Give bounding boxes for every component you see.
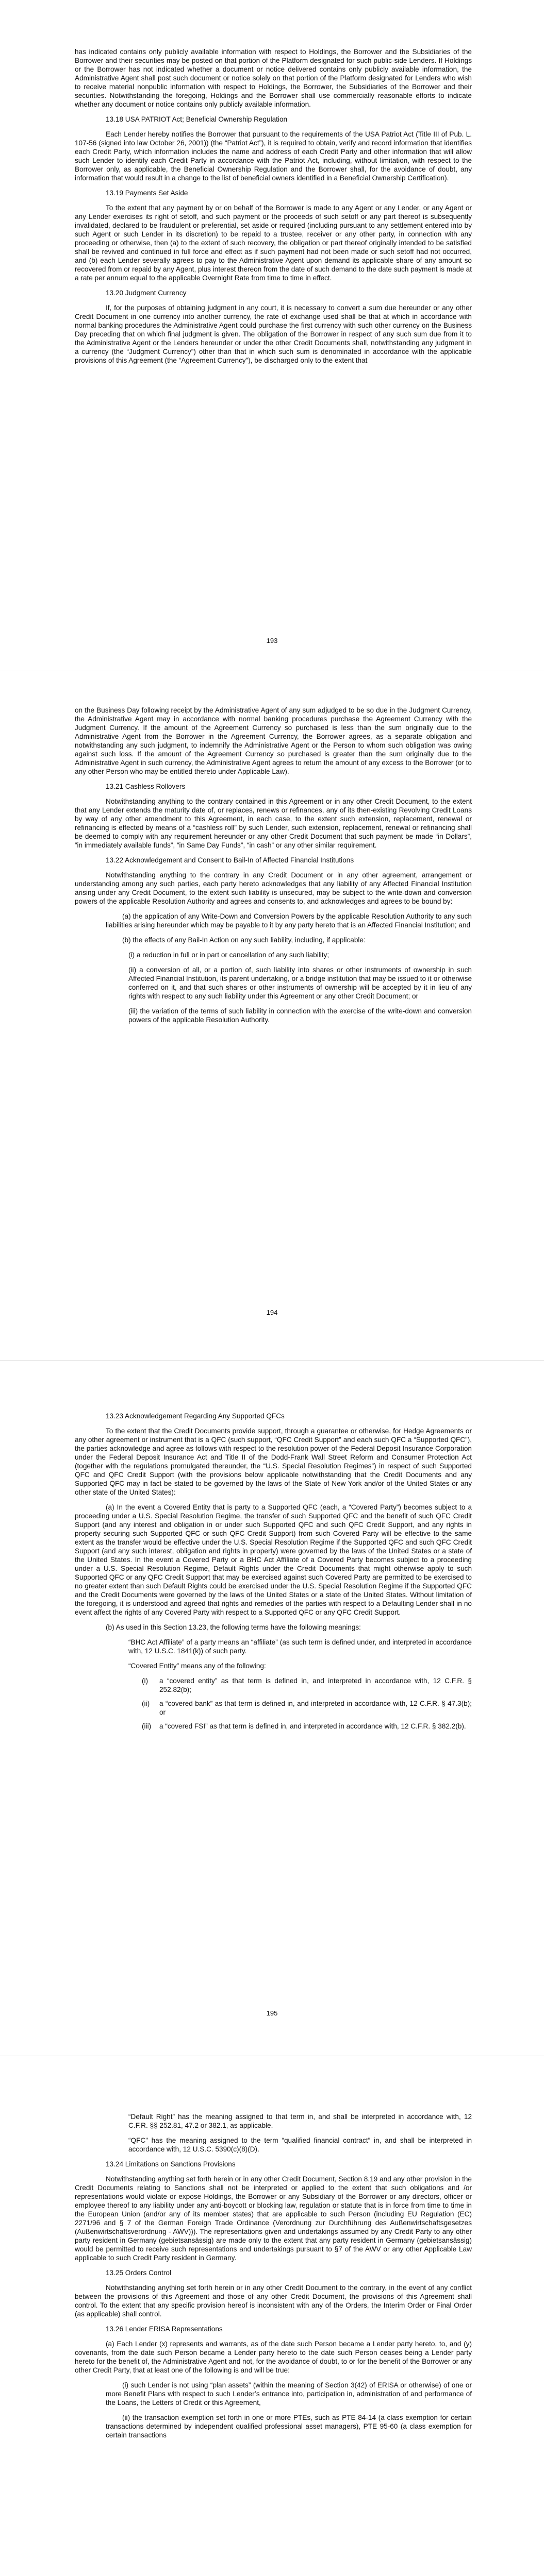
list-text: a “covered FSI” as that term is defined in, and interpreted in accordance with, 12 C.F.R. § 382.2(b). bbox=[159, 1722, 466, 1730]
section-heading-13-23: 13.23 Acknowledgement Regarding Any Supported QFCs bbox=[106, 1412, 285, 1420]
paragraph: Notwithstanding anything set forth herein or in any other Credit Document to the contrary, in the event of any conflict between the provisions of this Agreement and those of any other Credit Document, the provisions of this Agreement shall control. To the extent that any specific provision hereof is inconsistent with any of the Orders, the Interim Order or Final Order (as applicable) shall control. bbox=[75, 2284, 472, 2318]
list-text: a “covered bank” as that term is defined in, and interpreted in accordance with, 12 C.F.R. § 47.3(b); or bbox=[159, 1700, 472, 1716]
clause-b-ii: (ii) a conversion of all, or a portion of, such liability into shares or other instruments of ownership in such Affected Financial Institution, its parent undertaking, or a bridge institution that may be issued to it or otherwise conferred on it, and that such shares or other instruments of ownership will be accepted by it in lieu of any rights with respect to any such liability under this Agreement or any other Credit Document; or bbox=[128, 966, 472, 1000]
clause-b-iii: (iii) the variation of the terms of such liability in connection with the exercise of the write-down and conversion powers of the applicable Resolution Authority. bbox=[128, 1007, 472, 1024]
paragraph: Notwithstanding anything set forth herein or in any other Credit Document, Section 8.19 and any other provision in the Credit Documents relating to Sanctions shall not be interpreted or applied to the extent that such obligations and /or representations would violate or expose Holdings, the Borrower or any Subsidiary of the Borrower or any directors, officer or employee thereof to any liability under any anti-boycott or blocking law, regulation or statute that is in force from time to time in the European Union (and/or any of its member states) that are applicable to such Person (including EU Regulation (EC) 2271/96 and § 7 of the German Foreign Trade Ordinance (Verordnung zur Durchführung des Außenwirtschaftsgesetzes (Außenwirtschaftsverordnung - AWV))). The representations given and undertakings assumed by any Credit Party to any other party resident in Germany (gebietsansässig) are made only to the extent that any party resident in Germany (gebietsansässig) would be permitted to receive such representations and undertakings pursuant to §7 of the AWV or any other Applicable Law applicable to such Credit Party resident in Germany. bbox=[75, 2175, 472, 2262]
paragraph: on the Business Day following receipt by the Administrative Agent of any sum adjudged to be so due in the Judgment Currency, the Administrative Agent may in accordance with normal banking procedures purchase the Agreement Currency with the Judgment Currency. If the amount of the Agreement Currency so purchased is less than the sum originally due to the Administrative Agent from the Borrower in the Agreement Currency, the Borrower agrees, as a separate obligation and notwithstanding any such judgment, to indemnify the Administrative Agent or the Person to whom such obligation was owing against such loss. If the amount of the Agreement Currency so purchased is greater than the sum originally due to the Administrative Agent in such currency, the Administrative Agent agrees to return the amount of any excess to the Borrower (or to any other Person who may be entitled thereto under Applicable Law). bbox=[75, 706, 472, 775]
clause-a: (a) In the event a Covered Entity that is party to a Supported QFC (each, a “Covered Party”) becomes subject to a proceeding under a U.S. Special Resolution Regime, the transfer of such Supported QFC and the benefit of such QFC Credit Support (and any interest and obligation in or under such Supported QFC and such QFC Credit Support, and any rights in property securing such Supported QFC or such QFC Credit Support) from such Covered Party will be effective to the same extent as the transfer would be effective under the U.S. Special Resolution Regime if the Supported QFC and such QFC Credit Support (and any such interest, obligation and rights in property) were governed by the laws of the United States or a state of the United States. In the event a Covered Party or a BHC Act Affiliate of a Covered Party becomes subject to a proceeding under a U.S. Special Resolution Regime, Default Rights under the Credit Documents that might otherwise apply to such Supported QFC or any QFC Credit Support that may be exercised against such Covered Party are permitted to be exercised to no greater extent than such Default Rights could be exercised under the U.S. Special Resolution Regime if the Supported QFC and the Credit Documents were governed by the laws of the United States or a state of the United States. Without limitation of the foregoing, it is understood and agreed that rights and remedies of the parties with respect to a Defaulting Lender shall in no event affect the rights of any Covered Party with respect to a Supported QFC or any QFC Credit Support. bbox=[75, 1503, 472, 1616]
page-number: 195 bbox=[266, 2009, 278, 2017]
clause-a-i: (i) such Lender is not using “plan assets” (within the meaning of Section 3(42) of ERISA or otherwise) of one or more Benefit Plans with respect to such Lender’s entrance into, participation in, administration of and performance of the Loans, the Letters of Credit or this Agreement, bbox=[106, 2381, 472, 2406]
page-body bbox=[75, 2112, 472, 2446]
definition-qfc: “QFC” has the meaning assigned to the term “qualified financial contract” in, and shall be interpreted in accordance with, 12 U.S.C. 5390(c)(8)(D). bbox=[128, 2137, 472, 2153]
section-heading-13-26: 13.26 Lender ERISA Representations bbox=[106, 2325, 223, 2333]
list-item bbox=[75, 1699, 472, 1717]
paragraph: Each Lender hereby notifies the Borrower that pursuant to the requirements of the USA Patriot Act (Title III of Pub. L. 107-56 (signed into law October 26, 2001)) (the “Patriot Act”), it is required to obtain, verify and record information that identifies each Credit Party, which information includes the name and address of each Credit Party and other information that will allow such Lender to identify each Credit Party in accordance with the Patriot Act, including, without limitation, with respect to the Borrower only, as applicable, the Beneficial Ownership Regulation and the Borrower shall, for the avoidance of doubt, any information that would result in a change to the list of beneficial owners identified in a Beneficial Ownership Certification). bbox=[75, 130, 472, 182]
definition-bhc-act-affiliate: “BHC Act Affiliate” of a party means an “affiliate” (as such term is defined under, and interpreted in accordance with, 12 U.S.C. 1841(k)) of such party. bbox=[128, 1638, 472, 1655]
paragraph: Notwithstanding anything to the contrary contained in this Agreement or in any other Credit Document, to the extent that any Lender extends the maturity date of, or replaces, renews or refinances, any of its then-existing Revolving Credit Loans by way of any other amendment to this Agreement, in each case, to the extent such extension, replacement, renewal or refinancing is effected by means of a “cashless roll” by such Lender, such extension, replacement, renewal or refinancing shall be deemed to comply with any requirement hereunder or any other Credit Document that such payment be made “in Dollars”, “in immediately available funds”, “in Same Day Funds”, “in cash” or any other similar requirement. bbox=[75, 798, 472, 849]
section-heading-13-25: 13.25 Orders Control bbox=[106, 2269, 171, 2277]
section-heading-13-19: 13.19 Payments Set Aside bbox=[106, 189, 188, 197]
section-heading-13-18: 13.18 USA PATRIOT Act; Beneficial Ownership Regulation bbox=[106, 115, 288, 123]
section-heading-13-20: 13.20 Judgment Currency bbox=[106, 289, 187, 297]
list-number: (iii) bbox=[142, 1722, 152, 1730]
list-number: (ii) bbox=[142, 1700, 150, 1707]
paragraph: To the extent that the Credit Documents provide support, through a guarantee or otherwise, for Hedge Agreements or any other agreement or instrument that is a QFC (such support, “QFC Credit Support” and each such QFC a “Supported QFC”), the parties acknowledge and agree as follows with respect to the resolution power of the Federal Deposit Insurance Corporation under the Federal Deposit Insurance Act and Title II of the Dodd-Frank Wall Street Reform and Consumer Protection Act (together with the regulations promulgated thereunder, the “U.S. Special Resolution Regimes”) in respect of such Supported QFC and QFC Credit Support (with the provisions below applicable notwithstanding that the Credit Documents and any Supported QFC may in fact be stated to be governed by the laws of the State of New York and/or of the United States or any other state of the United States): bbox=[75, 1427, 472, 1496]
page-number: 194 bbox=[266, 1309, 278, 1316]
list-text: a “covered entity” as that term is defined in, and interpreted in accordance with, 12 C.F.R. § 252.82(b); bbox=[159, 1677, 472, 1693]
paragraph: To the extent that any payment by or on behalf of the Borrower is made to any Agent or any Lender, or any Agent or any Lender exercises its right of setoff, and such payment or the proceeds of such setoff or any part thereof is subsequently invalidated, declared to be fraudulent or preferential, set aside or required (including pursuant to any settlement entered into by such Agent or such Lender in its discretion) to be repaid to a trustee, receiver or any other party, in connection with any proceeding or otherwise, then (a) to the extent of such recovery, the obligation or part thereof originally intended to be satisfied shall be revived and continued in full force and effect as if such payment had not been made or such setoff had not occurred, and (b) each Lender severally agrees to pay to the Administrative Agent upon demand its applicable share of any amount so recovered from or repaid by any Agent, plus interest thereon from the date of such demand to the date such payment is made at a rate per annum equal to the applicable Overnight Rate from time to time in effect. bbox=[75, 204, 472, 282]
paragraph: If, for the purposes of obtaining judgment in any court, it is necessary to convert a sum due hereunder or any other Credit Document in one currency into another currency, the rate of exchange used shall be that at which in accordance with normal banking procedures the Administrative Agent could purchase the first currency with such other currency on the Business Day preceding that on which final judgment is given. The obligation of the Borrower in respect of any such sum due from it to the Administrative Agent or the Lenders hereunder or under the other Credit Documents shall, notwithstanding any judgment in a currency (the “Judgment Currency”) other than that in which such sum is denominated in accordance with the applicable provisions of this Agreement (the “Agreement Currency”), be discharged only to the extent that bbox=[75, 304, 472, 364]
definition-covered-entity: “Covered Entity” means any of the following: bbox=[128, 1662, 266, 1670]
clause-b: (b) the effects of any Bail-In Action on any such liability, including, if applicable: bbox=[122, 936, 366, 944]
list-item bbox=[75, 1722, 472, 1731]
list-item bbox=[75, 1676, 472, 1694]
clause-a: (a) Each Lender (x) represents and warrants, as of the date such Person became a Lender party hereto, to, and (y) covenants, from the date such Person became a Lender party hereto to the date such Person ceases being a Lender party hereto for the benefit of, the Administrative Agent and not, for the avoidance of doubt, to or for the benefit of the Borrower or any other Credit Party, that at least one of the following is and will be true: bbox=[75, 2340, 472, 2374]
section-heading-13-24: 13.24 Limitations on Sanctions Provisions bbox=[106, 2160, 236, 2168]
section-heading-13-22: 13.22 Acknowledgement and Consent to Bail-In of Affected Financial Institutions bbox=[106, 856, 354, 864]
page-separator bbox=[0, 1360, 544, 1361]
clause-b: (b) As used in this Section 13.23, the following terms have the following meanings: bbox=[106, 1623, 361, 1631]
page-number: 193 bbox=[266, 637, 278, 645]
section-heading-13-21: 13.21 Cashless Rollovers bbox=[106, 783, 186, 790]
paragraph: Notwithstanding anything to the contrary in any Credit Document or in any other agreement, arrangement or understanding among any such parties, each party hereto acknowledges that any liability of any Affected Financial Institution arising under any Credit Document, to the extent such liability is unsecured, may be subject to the write-down and conversion powers of the applicable Resolution Authority and agrees and consents to, and acknowledges and agrees to be bound by: bbox=[75, 871, 472, 905]
page-body bbox=[75, 47, 472, 371]
clause-b-i: (i) a reduction in full or in part or cancellation of any such liability; bbox=[128, 951, 329, 959]
paragraph: has indicated contains only publicly available information with respect to Holdings, the Borrower and the Subsidiaries of the Borrower and their securities may be posted on that portion of the Platform designated for such public-side Lenders. If Holdings or the Borrower has not indicated whether a document or notice delivered contains only publicly available information, the Administrative Agent shall post such document or notice solely on that portion of the Platform designated for Lenders who wish to receive material nonpublic information with respect to Holdings, the Borrower, the Subsidiaries of the Borrower and their securities. Notwithstanding the foregoing, Holdings and the Borrower shall use commercially reasonable efforts to indicate whether any document or notice contains only publicly available information. bbox=[75, 48, 472, 108]
page-body bbox=[75, 1412, 472, 1736]
list-number: (i) bbox=[142, 1677, 149, 1685]
definition-default-right: “Default Right” has the meaning assigned to that term in, and shall be interpreted in accordance with, 12 C.F.R. §§ 252.81, 47.2 or 382.1, as applicable. bbox=[128, 2113, 472, 2129]
page-body bbox=[75, 706, 472, 1030]
clause-a: (a) the application of any Write-Down and Conversion Powers by the applicable Resolution Authority to any such liabilities arising hereunder which may be payable to it by any party hereto that is an Affected Financial Institution; and bbox=[106, 912, 472, 929]
clause-a-ii: (ii) the transaction exemption set forth in one or more PTEs, such as PTE 84-14 (a class exemption for certain transactions determined by independent qualified professional asset managers), PTE 95-60 (a class exemption for certain transactions bbox=[106, 2414, 472, 2439]
